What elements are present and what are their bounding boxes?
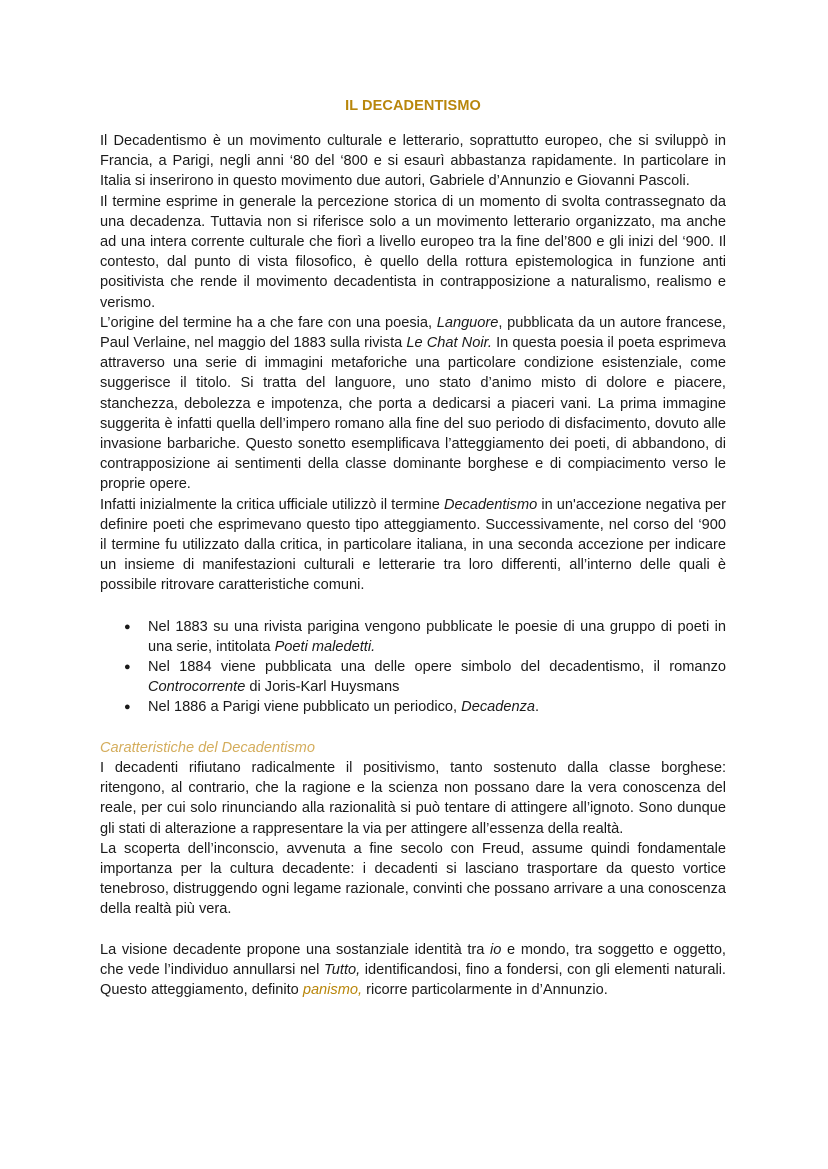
- poem-title-languore: Languore: [436, 314, 499, 331]
- list-item: ● Nel 1884 viene pubblicata una delle opere simbolo del decadentismo, il romanzo Controcorrente di Joris-Karl Huysmans: [148, 657, 726, 697]
- intro-paragraph-1: Il Decadentismo è un movimento culturale e letterario, soprattutto europeo, che si sviluppò in Francia, a Parigi, negli anni ‘80 del ‘800 e si esaurì abbastanza rapidamente. In particolare in Italia si inserirono in questo movimento due autori, Gabriele d’Annunzio e Giovanni Pascoli.: [100, 133, 726, 190]
- intro-paragraph-2: Il termine esprime in generale la percezione storica di un momento di svolta contrassegnato da una decadenza. Tuttavia non si riferisce solo a un movimento letterario organizzato, ma anche ad una intera corrente culturale che fiorì a livello europeo tra la fine del’800 e gli inizi del ‘900. Il contesto, dal punto di vista filosofico, è quello della rottura epistemologica in funzione anti positivista che rende il movimento decadentista in contrapposizione a naturalismo, realismo e verismo.: [100, 193, 726, 311]
- section-paragraph-2: La scoperta dell’inconscio, avvenuta a fine secolo con Freud, assume quindi fondamentale importanza per la cultura decadente: i decadenti si lasciano trasportare da questo vortice tenebroso, distruggendo ogni legame razionale, convinti che possano arrivare a una conoscenza della realtà più vera.: [100, 840, 726, 918]
- section-paragraph-3: La visione decadente propone una sostanziale identità tra io e mondo, tra soggetto e oggetto, che vede l’individuo annullarsi nel Tutto, identificandosi, fino a fondersi, con gli elementi naturali. Questo atteggiamento, definito panismo, ricorre particolarmente in d’Annunzio.: [100, 941, 726, 998]
- term-decadentismo: Decadentismo: [443, 496, 538, 513]
- list-item: ● Nel 1886 a Parigi viene pubblicato un periodico, Decadenza.: [148, 697, 726, 717]
- section-paragraph-1: I decadenti rifiutano radicalmente il positivismo, tanto sostenuto dalla classe borghese: ritengono, al contrario, che la ragione e la scienza non possano dare la vera conoscenza del reale, per cui solo rinunciando alla razionalità si può tentare di attingere all’ignoto. Sono dunque gli stati di alterazione a rappresentare la via per attingere all’essenza della realtà.: [100, 759, 726, 837]
- intro-paragraph-3: L’origine del termine ha a che fare con una poesia, Languore, pubblicata da un autore francese, Paul Verlaine, nel maggio del 1883 sulla rivista Le Chat Noir. In questa poesia il poeta esprimeva attraverso una serie di immagini metaforiche una particolare condizione esistenziale, come suggerisce il titolo. Si tratta del languore, uno stato d’animo misto di dolore e piacere, stanchezza, debolezza e impotenza, che porta a dedicarsi a piaceri vani. La prima immagine suggerita è infatti quella dell’impero romano alla fine del suo periodo di disfacimento, dovuto alle invasione barbariche. Questo sonetto esemplificava l’atteggiamento dei poeti, di abbandono, di contrapposizione ai sentimenti della classe dominante borghese e di compiacimento verso le proprie opere.: [100, 314, 726, 493]
- term-io: io: [490, 941, 502, 958]
- intro-paragraph-4: Infatti inizialmente la critica ufficiale utilizzò il termine Decadentismo in un'accezione negativa per definire poeti che esprimevano questo tipo atteggiamento. Successivamente, nel corso del ‘900 il termine fu utilizzato dalla critica, in particolare italiana, in una seconda accezione per indicare un insieme di manifestazioni culturali e letterarie tra loro differenti, all’interno delle quali è possibile ritrovare caratteristiche comuni.: [100, 496, 726, 594]
- page-title: IL DECADENTISMO: [345, 98, 481, 114]
- section-heading: Caratteristiche del Decadentismo: [100, 739, 315, 756]
- list-item: ● Nel 1883 su una rivista parigina vengono pubblicate le poesie di una gruppo di poeti in una serie, intitolata Poeti maledetti.: [148, 617, 726, 657]
- bullet-list: [100, 617, 726, 718]
- term-tutto: Tutto,: [323, 961, 361, 978]
- term-panismo: panismo,: [302, 981, 363, 998]
- magazine-title: Le Chat Noir.: [406, 335, 492, 352]
